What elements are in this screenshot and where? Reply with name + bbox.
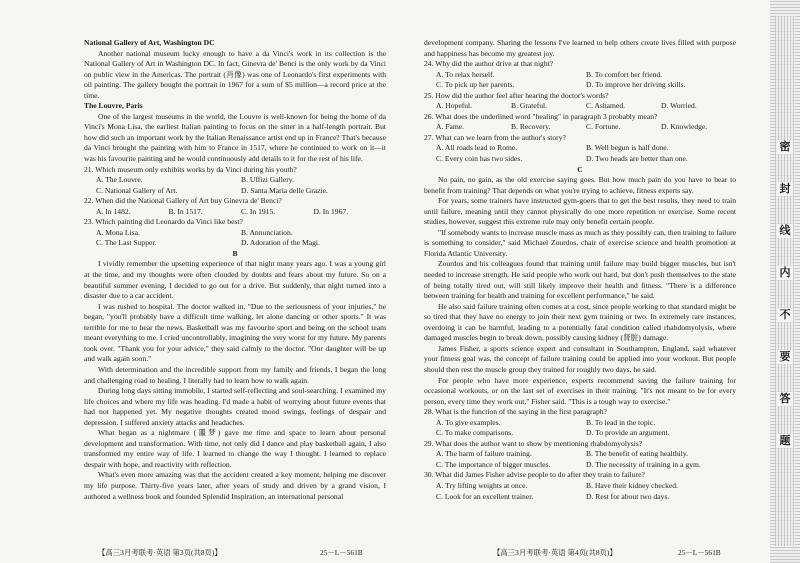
question-30: 30. What did James Fisher advise people to do after they train to failure? — [424, 470, 645, 480]
footer-code-left: 25－L－561B — [320, 548, 363, 557]
option: A. In 1482. — [96, 206, 131, 216]
option: D. The necessity of training in a gym. — [586, 459, 701, 469]
option: C. To make comparisons. — [436, 428, 514, 438]
option: C. The Last Supper. — [96, 238, 157, 248]
option: B. Well begun is half done. — [586, 143, 669, 153]
strip-char: 不 — [777, 308, 793, 322]
option: B. Recovery. — [511, 122, 551, 132]
paragraph: What's even more amazing was that the accident created a key moment, helping me discover my life purpose. Thirty-five years later, after years of study and driven by a grand vision, I authored a wellness book and founded Splendid Inspiration, an international personal — [84, 470, 386, 501]
footer-page-label-left: 【高三3月考联考·英语 第3页(共8页)】 — [98, 548, 222, 557]
paragraph: Zourdos and his colleagues found that training until failure may build bigger muscles, but isn't needed to increase strength. He said people who work out hard, but don't push themselves to the state of being totally tired out, will still likely improve their health and fitness. "There is a difference between training for health and training for excellent performance," he said. — [424, 259, 736, 301]
strip-char: 封 — [777, 182, 793, 196]
strip-char: 要 — [777, 350, 793, 364]
paragraph: I vividly remember the upsetting experience of that night many years ago. I was a young girl at the time, and my thoughts were often clouded by doubts and fears about my future. So on a beautiful summer evening, I decided to go out for a drive. But suddenly, that night turned into a disaster due to a car accident. — [84, 259, 386, 301]
question-22: 22. When did the National Gallery of Art buy Ginevra de' Benci? — [84, 196, 282, 206]
option: D. In 1967. — [313, 206, 349, 216]
question-26-options — [436, 122, 736, 133]
question-23-options — [96, 228, 386, 249]
paragraph: For people who have more experience, experts recommend saving the failure training for occasional workouts, or on the last set of exercises in their training. "It's not meant to be for every person, every time they work out," Fisher said. "This is a tough way to exercise." — [424, 375, 736, 406]
paragraph: No pain, no gain, as the old exercise saying goes. But how much pain do you have to bear to benefit from training? That depends on what you're trying to achieve, fitness experts say. — [424, 175, 736, 195]
question-26: 26. What does the underlined word "healing" in paragraph 3 probably mean? — [424, 111, 658, 121]
option: C. The importance of bigger muscles. — [436, 459, 551, 469]
option: A. The Louvre. — [96, 175, 143, 185]
option: C. In 1915. — [241, 206, 276, 216]
option: A. Fame. — [436, 122, 465, 132]
strip-char: 密 — [777, 140, 793, 154]
option: B. To lead in the topic. — [586, 417, 656, 427]
option: C. Ashamed. — [586, 101, 626, 111]
binding-strip-pattern — [775, 16, 795, 546]
paragraph: What began as a nightmare (噩梦) gave me time and space to learn about personal development and transformation. With time, not only did I dance and play basketball again, I also transformed my entire way of life. I learned to change the way I thought. I learned to replace despair with hope, and reactivity with reflection. — [84, 428, 386, 469]
option: A. To relax herself. — [436, 69, 495, 79]
paragraph: Another national museum lucky enough to have a da Vinci's work in its collection is the National Gallery of Art in Washington DC. In fact, Ginevra de' Benci is the only work by da Vinci on public view in the Americas. The portrait (肖像) was one of Leonardo's first experiments with oil painting. The gallery bought the portrait in 1967 for a sum of $5 million—a record price at the time. — [84, 48, 386, 100]
option: A. Mona Lisa. — [96, 227, 140, 237]
option: C. Look for an excellent trainer. — [436, 491, 534, 501]
paragraph: For years, some trainers have instructed gym-goers that to get the best results, they need to train until failure, meaning until they cannot physically do one more repetition or exercise. Some recent studies, however, suggest this extreme rule may only benefit certain people. — [424, 196, 736, 227]
option: B. Grateful. — [511, 101, 548, 111]
option: A. Try lifting weights at once. — [436, 480, 528, 490]
question-29-options — [436, 449, 736, 470]
strip-char: 线 — [777, 224, 793, 238]
right-column — [424, 38, 736, 502]
option: D. Knowledge. — [661, 122, 708, 132]
footer-code-right: 25－L－561B — [678, 548, 721, 557]
option: B. Have their kidney checked. — [586, 480, 678, 490]
question-23: 23. Which painting did Leonardo da Vinci like best? — [84, 217, 243, 227]
paragraph: One of the largest museums in the world, the Louvre is well-known for being the home of da Vinci's Mona Lisa, the earliest Italian painting to focus on the sitter in a half-length portrait. But how did such an important work by the Italian Renaissance artist end up in France? That's because da Vinci brought the painting with him to France in 1517, where he continued to work on it—it was his favourite painting and he would continuously add details to it for the rest of his life. — [84, 111, 386, 164]
paragraph: With determination and the incredible support from my family and friends, I began the long and challenging road to healing. I literally had to learn how to walk again. — [84, 364, 386, 385]
question-27-options — [436, 143, 736, 164]
option: A. The harm of failure training. — [436, 449, 532, 459]
option: D. Two heads are better than one. — [586, 154, 688, 164]
question-28-options — [436, 418, 736, 439]
option: B. The benefit of eating healthily. — [586, 449, 689, 459]
option: A. All roads lead to Rome. — [436, 143, 518, 153]
question-22-options — [96, 207, 386, 218]
paragraph: I was rushed to hospital. The doctor walked in, "Due to the seriousness of your injuries," he began, "you'll probably have a difficult time walking, let alone dancing or other sports." It was terrible for me to hear the news. Basketball was my favourite sport and being on the school team meant everything to me. I cried uncontrollably, imagining the very worst for my future. My parents took over. "Thank you for your advice," they said calmly to the doctor. "Our daughter will be up and walk again soon." — [84, 301, 386, 364]
question-21: 21. Which museum only exhibits works by da Vinci during his youth? — [84, 164, 297, 174]
question-29: 29. What does the author want to show by mentioning rhabdomyolysis? — [424, 438, 643, 448]
question-21-options — [96, 175, 386, 196]
option: B. Annunciation. — [241, 227, 293, 237]
strip-char: 内 — [777, 266, 793, 280]
strip-char: 答 — [777, 392, 793, 406]
left-column — [84, 38, 386, 502]
option: D. To provide an argument. — [586, 428, 670, 438]
option: C. Fortune. — [586, 122, 621, 132]
footer-page-label-right: 【高三3月考联考·英语 第4页(共8页)】 — [493, 548, 617, 557]
option: D. Rest for about two days. — [586, 491, 670, 501]
option: B. Uffizi Gallery. — [241, 175, 294, 185]
question-25: 25. How did the author feel after hearing the doctor's words? — [424, 90, 609, 100]
paragraph: During long days sitting immobile, I started self-reflecting and soul-searching. I examined my life choices and where my life was heading. I'd made a habit of worrying about future events that had not happened yet. My negative thoughts created mood swings, feelings of despair and depression. I suffered anxiety attacks and headaches. — [84, 386, 386, 427]
section-label-b: B — [232, 248, 238, 258]
option: D. Adoration of the Magi. — [241, 238, 320, 248]
option: A. To give examples. — [436, 417, 501, 427]
option: B. To comfort her friend. — [586, 69, 663, 79]
option: C. National Gallery of Art. — [96, 185, 178, 195]
option: D. Santa Maria delle Grazie. — [241, 185, 328, 195]
section-label-c: C — [577, 164, 583, 174]
option: A. Hopeful. — [436, 101, 473, 111]
option: D. To improve her driving skills. — [586, 80, 686, 90]
option: D. Worried. — [661, 101, 697, 111]
question-30-options — [436, 481, 736, 502]
section-title-washington: National Gallery of Art, Washington DC — [84, 38, 215, 47]
question-24: 24. Why did the author drive at that night? — [424, 59, 554, 69]
paragraph: development company. Sharing the lessons I've learned to help others create lives filled with purpose and happiness has become my greatest joy. — [424, 38, 736, 58]
paragraph: "If somebody wants to increase muscle mass as much as they possibly can, then training to failure is something to consider," said Michael Zourdos, chair of exercise science and health promotion at Florida Atlantic University. — [424, 227, 736, 258]
question-28: 28. What is the function of the saying in the first paragraph? — [424, 407, 607, 417]
question-27: 27. What can we learn from the author's story? — [424, 132, 566, 142]
section-title-louvre: The Louvre, Paris — [84, 101, 143, 111]
paragraph: James Fisher, a sports science expert and consultant in Southampton, England, said whatever your fitness goal was, the concept of failure training could be applied into your workout. But people should then rest the muscle group they trained for roughly two days, he said. — [424, 343, 736, 374]
question-24-options — [436, 70, 736, 91]
paragraph: He also said failure training often comes at a cost, since people working to that standard might be so tired that they have no energy to join their next gym training or two. In extremely rare instances, overdoing it can be harmful, leading to a potentially fatal condition called rhabdomyolysis, where damaged muscles begin to break down, possibly causing kidney (肾脏) damage. — [424, 301, 736, 343]
option: C. To pick up her parents. — [436, 80, 515, 90]
question-25-options — [436, 101, 736, 112]
strip-char: 题 — [777, 434, 793, 448]
option: C. Every coin has two sides. — [436, 154, 523, 164]
option: B. In 1517. — [168, 206, 203, 216]
